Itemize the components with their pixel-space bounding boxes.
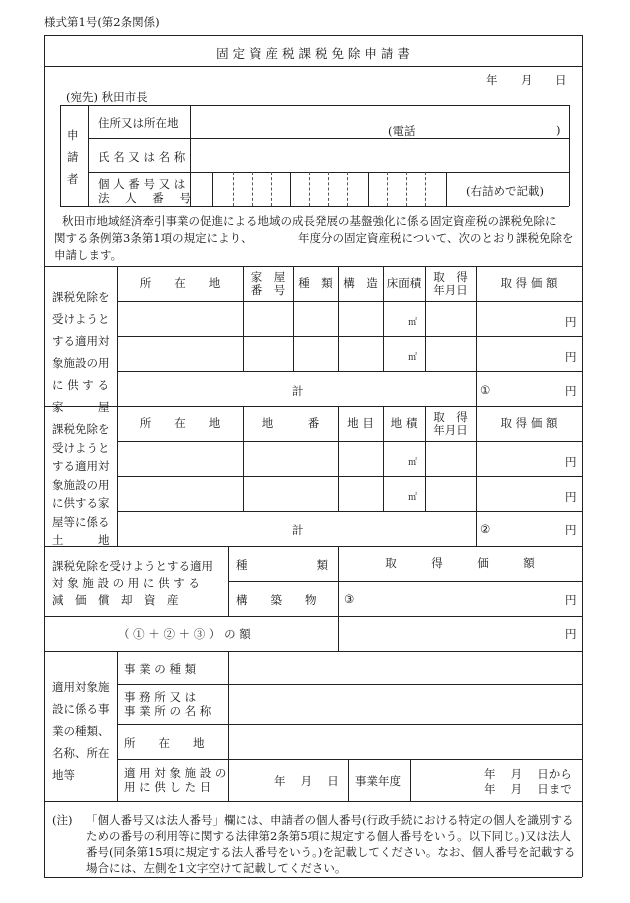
land-total-label: 計 xyxy=(292,523,304,537)
houses-header-acq-date: 取 得 年月日 xyxy=(433,269,468,297)
land-row2-area-unit: ㎡ xyxy=(408,493,418,503)
form-number: 様式第1号(第2条関係) xyxy=(44,15,160,29)
business-location-label: 所 在 地 xyxy=(124,736,205,750)
business-kind-label: 事 業 の 種 類 xyxy=(124,662,197,676)
land-header-acq-date: 取 得 年月日 xyxy=(433,409,468,437)
depreciable-mark: ③ xyxy=(344,592,355,606)
note-text: 「個人番号又は法人番号」欄には、申請者の個人番号(行政手続における特定の個人を識別するための番号の利用等に関する法律第2条第5項に規定する個人番号をいう。以下同じ。)又は法人番号(同条第15項に規定する法人番号をいう。)を記載してください。なお、個人番号を記載する場合には、左側を1文字空けて記載してください。 xyxy=(86,813,576,875)
intro-line-2b: 年度分の固定資産税について、次のとおり課税免除を xyxy=(298,231,574,245)
houses-row1-yen-unit: 円 xyxy=(565,315,577,329)
phone-label: (電話 xyxy=(388,124,416,138)
houses-row2-yen-unit: 円 xyxy=(565,350,577,364)
land-total-mark: ② xyxy=(480,522,491,536)
houses-header-location: 所 在 地 xyxy=(139,276,221,290)
houses-header-structure: 構 造 xyxy=(343,276,378,290)
houses-total-yen-unit: 円 xyxy=(565,384,577,398)
land-row1-yen-unit: 円 xyxy=(565,455,577,469)
depreciable-kind-label: 種 類 xyxy=(236,558,328,572)
form-title: 固 定 資 産 税 課 税 免 除 申 請 書 xyxy=(216,46,410,61)
id-label-1: 個 人 番 号 又 は xyxy=(98,177,186,191)
depreciable-struct-label: 構 築 物 xyxy=(236,593,317,607)
houses-header-acq-price: 取 得 価 額 xyxy=(500,276,558,290)
houses-total-mark: ① xyxy=(480,383,491,397)
land-side-label: 課税免除を 受けようと する適用対 象施設の用 に供する家 屋等に係る 土 地 xyxy=(52,422,110,547)
houses-header-house-no: 家 屋 番 号 xyxy=(250,269,286,297)
address-label: 住所又は所在地 xyxy=(98,116,179,130)
business-side-label: 適用対象施 設に係る事 業の種類、 名称、所在 地等 xyxy=(52,680,110,782)
sum-label: （ ① ＋ ② ＋ ③ ） の 額 xyxy=(118,627,251,641)
houses-row2-area-unit: ㎡ xyxy=(408,353,418,363)
date-day-label: 日 xyxy=(555,73,567,87)
intro-line-3: 申請します。 xyxy=(54,248,123,262)
land-total-yen-unit: 円 xyxy=(565,523,577,537)
business-office-label: 事 務 所 又 は 事 業 所 の 名 称 xyxy=(124,690,212,718)
depreciable-side-label: 課税免除を受けようとする適用 対 象 施 設 の 用 に 供 す る 減 価 償 却 資 産 xyxy=(52,559,213,607)
business-use-date-label: 適 用 対 象 施 設 の 用 に 供 し た 日 xyxy=(124,766,227,794)
name-label: 氏 名 又 は 名 称 xyxy=(98,150,186,164)
land-header-acq-price: 取 得 価 額 xyxy=(500,416,558,430)
date-year-label: 年 xyxy=(486,73,498,87)
houses-row1-area-unit: ㎡ xyxy=(408,318,418,328)
intro-line-1: 秋田市地域経済牽引事業の促進による地域の成長発展の基盤強化に係る固定資産税の課税免除に xyxy=(62,214,557,228)
phone-close: ) xyxy=(556,123,561,137)
id-label-2: 法 人 番 号 xyxy=(98,191,197,205)
date-month-label: 月 xyxy=(521,73,533,87)
note-mark: (注) xyxy=(52,813,73,827)
land-header-location: 所 在 地 xyxy=(139,416,221,430)
intro-line-2a: 関する条例第3条第1項の規定により、 xyxy=(54,231,253,245)
land-header-area: 地 積 xyxy=(390,416,418,430)
business-from-label: 年 月 日から xyxy=(484,767,572,781)
business-to-label: 年 月 日まで xyxy=(484,782,572,796)
sum-yen-unit: 円 xyxy=(565,627,577,641)
houses-side-label: 課税免除を 受けようと する適用対 象施設の用 に 供 す る 家 屋 xyxy=(52,290,110,414)
land-header-lot-no: 地 番 xyxy=(261,416,320,430)
houses-total-label: 計 xyxy=(292,384,304,398)
business-fiscal-year-label: 事業年度 xyxy=(355,774,401,788)
houses-header-floor-area: 床面積 xyxy=(386,276,422,290)
id-note: (右詰めで記載) xyxy=(466,184,544,198)
land-header-category: 地 目 xyxy=(347,416,374,430)
applicant-side-label: 申 請 者 xyxy=(67,128,79,186)
depreciable-price-label: 取 得 価 額 xyxy=(385,556,535,570)
depreciable-yen-unit: 円 xyxy=(565,593,577,607)
houses-header-kind: 種 類 xyxy=(298,276,333,290)
land-row1-area-unit: ㎡ xyxy=(408,458,418,468)
land-row2-yen-unit: 円 xyxy=(565,490,577,504)
business-use-date-value: 年 月 日 xyxy=(274,774,339,788)
addressee: (宛先) 秋田市長 xyxy=(66,90,148,104)
